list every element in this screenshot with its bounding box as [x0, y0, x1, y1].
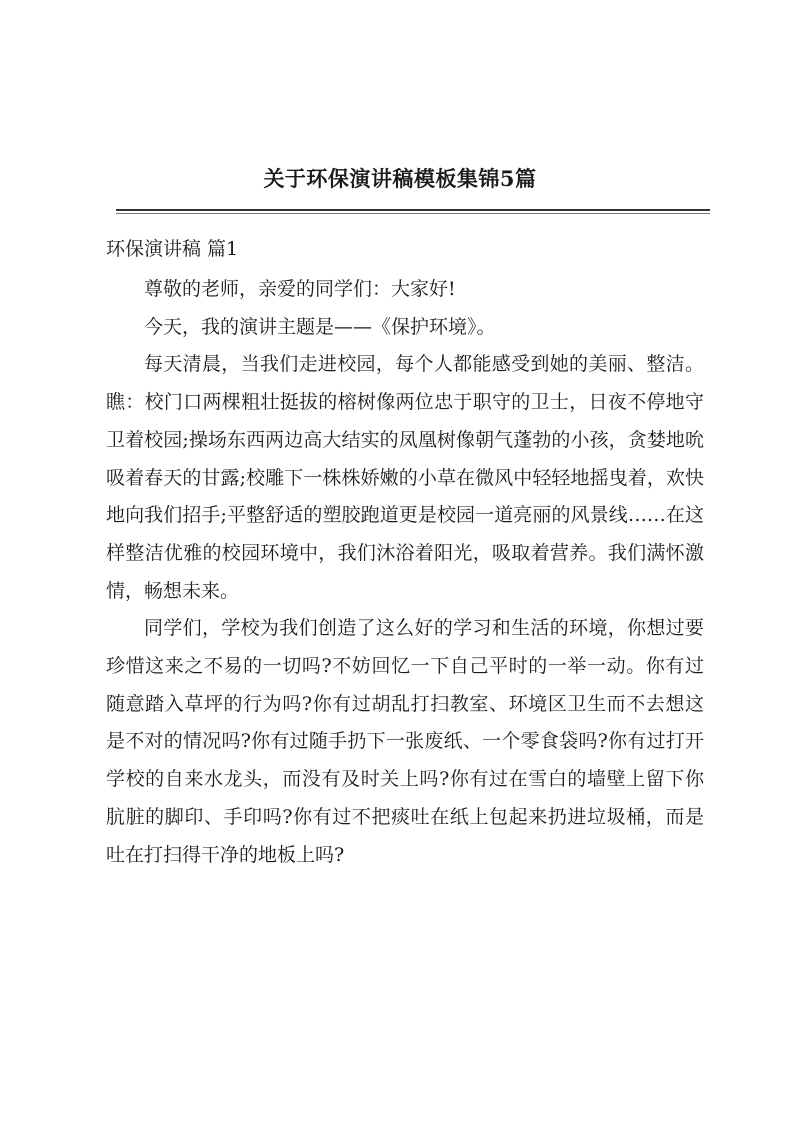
section-heading: 环保演讲稿 篇1	[106, 238, 239, 260]
paragraph-campus: 每天清晨，当我们走进校园，每个人都能感受到她的美丽、整洁。瞧：校门口两棵粗壮挺拔的榕树像两位忠于职守的卫士，日夜不停地守卫着校园;操场东西两边高大结实的凤凰树像朝气蓬勃的小孩，贪婪地吮吸着春天的甘露;校雕下一株株娇嫩的小草在微风中轻轻地摇曳着，欢快地向我们招手;平整舒适的塑胶跑道更是校园一道亮丽的风景线……在这样整洁优雅的校园环境中，我们沐浴着阳光，吸取着营养。我们满怀激情，畅想未来。	[106, 353, 704, 602]
body-text	[106, 271, 704, 874]
paragraph-questions: 同学们，学校为我们创造了这么好的学习和生活的环境，你想过要珍惜这来之不易的一切吗?不妨回忆一下自己平时的一举一动。你有过随意踏入草坪的行为吗?你有过胡乱打扫教室、环境区卫生而不去想这是不对的情况吗?你有过随手扔下一张废纸、一个零食袋吗?你有过打开学校的自来水龙头，而没有及时关上吗?你有过在雪白的墙壁上留下你肮脏的脚印、手印吗?你有过不把痰吐在纸上包起来扔进垃圾桶，而是吐在打扫得干净的地板上吗?	[106, 617, 704, 866]
title-divider	[116, 209, 710, 211]
document-title: 关于环保演讲稿模板集锦5篇	[263, 166, 537, 191]
paragraph-topic: 今天，我的演讲主题是——《保护环境》。	[144, 315, 496, 338]
paragraph-greeting: 尊敬的老师，亲爱的同学们：大家好!	[144, 278, 456, 300]
